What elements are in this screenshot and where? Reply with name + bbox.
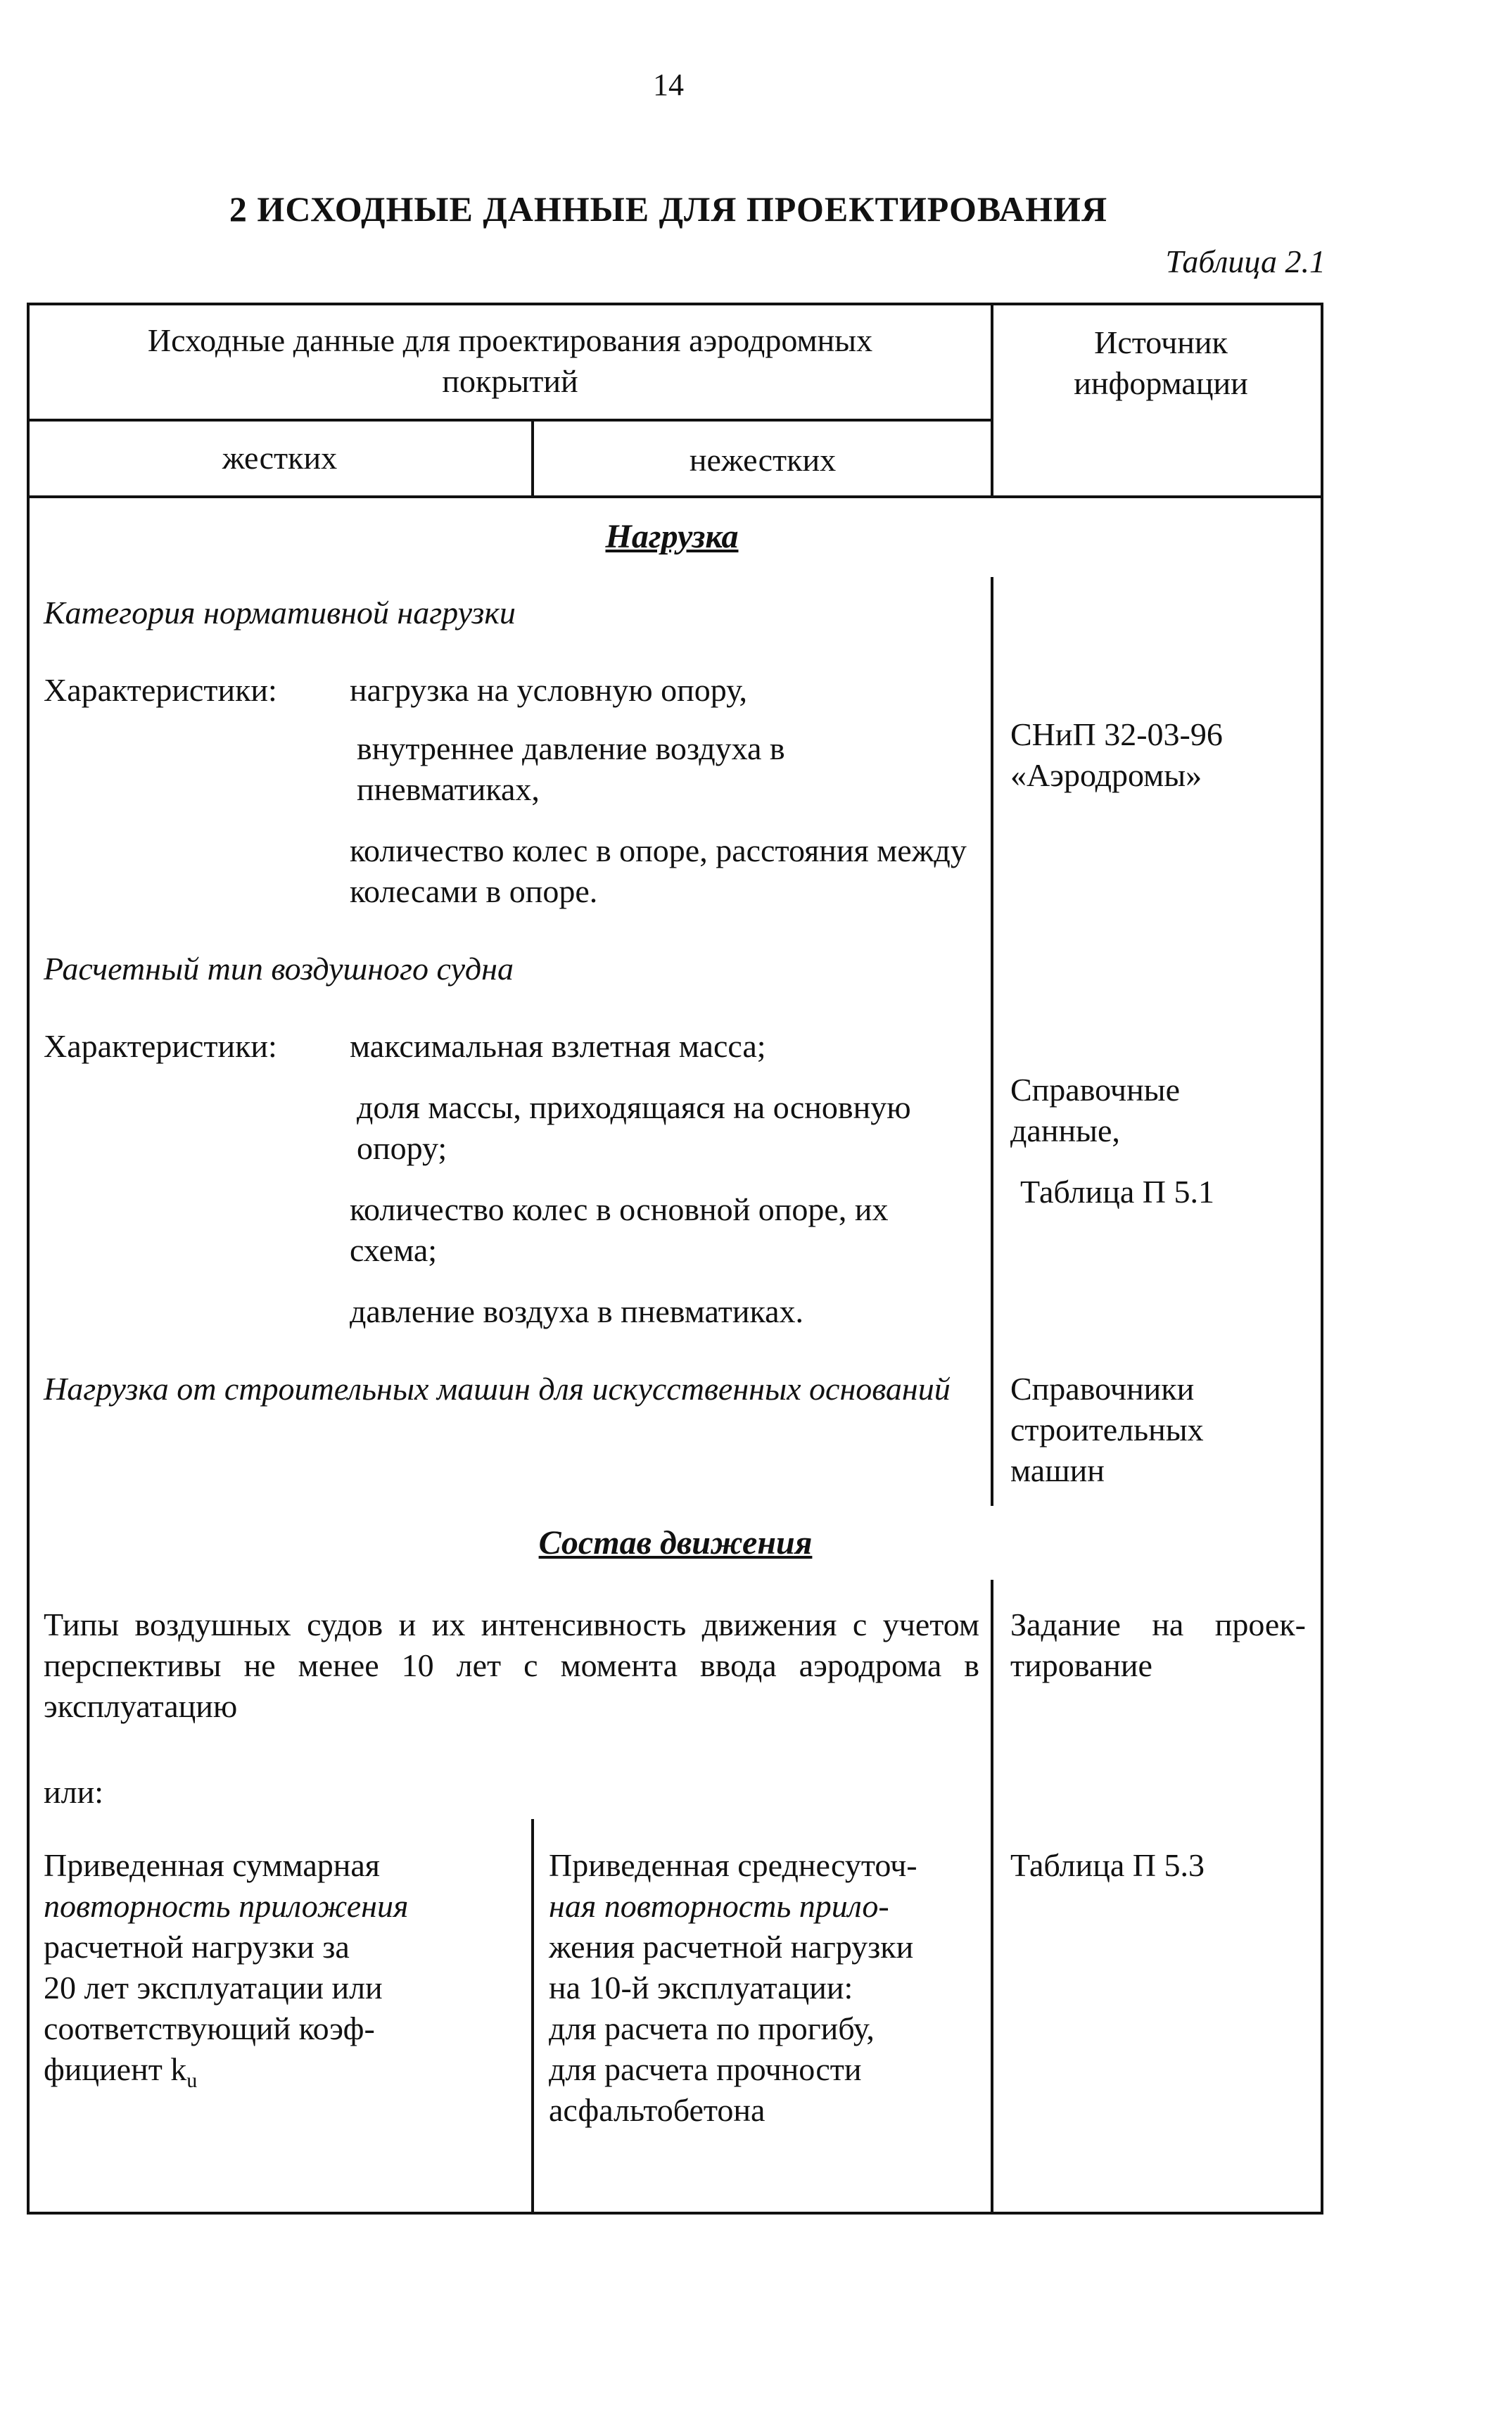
table-left-border	[27, 303, 30, 2215]
page-number: 14	[653, 68, 684, 102]
char2-item-4: давление воздуха в пневматиках.	[350, 1293, 804, 1329]
table-top-border	[27, 303, 1323, 305]
source-machines-handbooks: Справочники строительных машин	[1010, 1371, 1204, 1488]
rigid-line-5: соответствующий коэф-	[44, 2010, 375, 2046]
rigid-line-6	[44, 2049, 522, 2101]
header-main-cell: Исходные данные для проектирования аэродромных покрытий	[147, 322, 873, 399]
rigid-line-4: 20 лет эксплуатации или	[44, 1970, 383, 2006]
nonrigid-line-1: Приведенная среднесуточ-	[549, 1847, 917, 1883]
header-mid-line	[27, 419, 992, 422]
char2-item-2: доля массы, приходящаяся на основную опору;	[357, 1089, 911, 1166]
char1-item-3: количество колес в опоре, расстояния между колесами в опоре.	[350, 832, 967, 909]
construction-machines-load: Нагрузка от строительных машин для искусственных оснований	[44, 1371, 951, 1407]
source-reference-data: Справочные данные,	[1010, 1072, 1181, 1148]
source-divider-traffic	[991, 1580, 993, 2215]
coefficient-subscript: u	[186, 2069, 198, 2093]
nonrigid-line-4: на 10-й эксплуатации:	[549, 1970, 853, 2006]
char2-item-1: максимальная взлетная масса;	[350, 1028, 766, 1064]
source-divider-load	[991, 577, 993, 1506]
char1-item-1: нагрузка на условную опору,	[350, 672, 748, 708]
nonrigid-line-7: асфальтобетона	[549, 2092, 765, 2128]
table-caption: Таблица 2.1	[1165, 243, 1326, 279]
header-nonrigid-cell: нежестких	[689, 442, 837, 478]
subcol-divider-repetition	[531, 1819, 534, 2215]
traffic-section-title: Состав движения	[538, 1524, 813, 1561]
characteristics-label-1: Характеристики:	[44, 672, 277, 708]
header-bottom-line	[27, 495, 1323, 498]
source-table-p51: Таблица П 5.1	[1020, 1174, 1214, 1210]
rigid-repetition-cell	[44, 1845, 522, 2101]
or-label: или:	[44, 1774, 103, 1810]
source-design-task: Задание на проек-тирование	[1010, 1607, 1306, 1683]
nonrigid-line-5: для расчета по прогибу,	[549, 2010, 875, 2046]
characteristics-label-2: Характеристики:	[44, 1028, 277, 1064]
nonrigid-line-3: жения расчетной нагрузки	[549, 1929, 914, 1965]
table-right-border	[1321, 303, 1323, 2215]
normative-load-category: Категория нормативной нагрузки	[44, 595, 516, 631]
aircraft-types-traffic: Типы воздушных судов и их интенсивность движения с учетом перспективы не менее 10 лет с момента ввода аэродрома в эксплуатацию	[44, 1607, 979, 1724]
section-heading: 2 ИСХОДНЫЕ ДАННЫЕ ДЛЯ ПРОЕКТИРОВАНИЯ	[229, 189, 1108, 229]
rigid-line-2: повторность приложения	[44, 1888, 409, 1924]
header-source-cell: Источник информации	[1074, 324, 1248, 401]
header-rigid-cell: жестких	[222, 440, 338, 476]
table-bottom-border	[27, 2212, 1323, 2215]
design-aircraft-type: Расчетный тип воздушного судна	[44, 951, 514, 987]
load-section-title: Нагрузка	[605, 518, 739, 555]
char1-item-2: внутреннее давление воздуха в пневматиках,	[357, 730, 785, 807]
source-snip: СНиП 32-03-96 «Аэродромы»	[1010, 716, 1223, 793]
nonrigid-repetition-cell	[549, 1845, 985, 2131]
nonrigid-line-6: для расчета прочности	[549, 2051, 862, 2087]
nonrigid-line-2: ная повторность прило-	[549, 1888, 889, 1924]
source-table-p53: Таблица П 5.3	[1010, 1847, 1205, 1883]
char2-item-3: количество колес в основной опоре, их схема;	[350, 1191, 889, 1268]
rigid-line-6-text: фициент k	[44, 2051, 187, 2087]
rigid-line-3: расчетной нагрузки за	[44, 1929, 350, 1965]
rigid-line-1: Приведенная суммарная	[44, 1847, 380, 1883]
